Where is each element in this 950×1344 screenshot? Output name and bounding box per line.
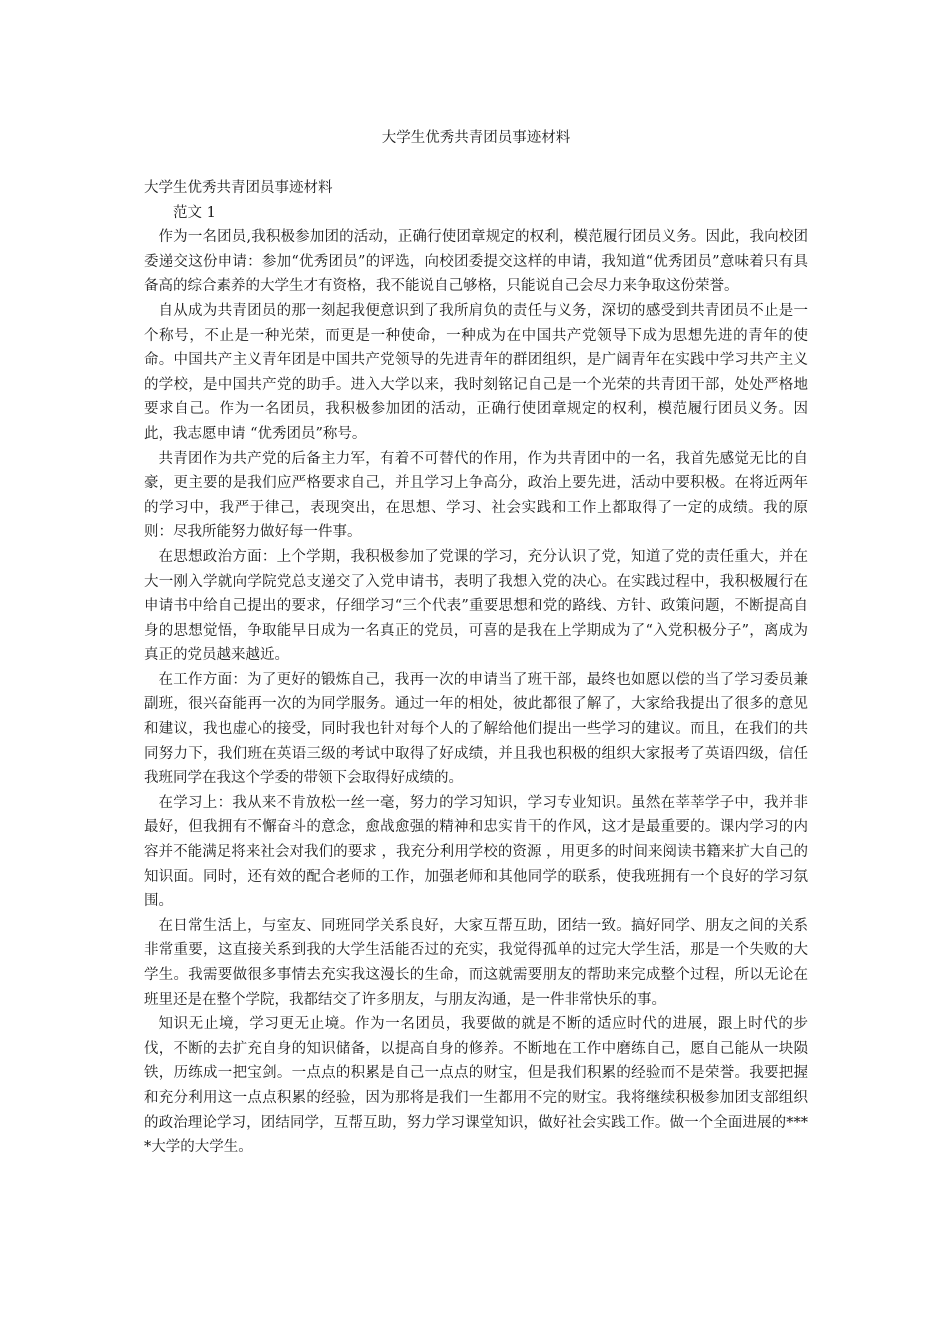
document-body — [144, 176, 808, 1160]
paragraph-5: 在工作方面：为了更好的锻炼自己，我再一次的申请当了班干部，最终也如愿以偿的当了学习委员兼副班，很兴奋能再一次的为同学服务。通过一年的相处，彼此都很了解了，大家给我提出了很多的意见和建议，我也虚心的接受，同时我也针对每个人的了解给他们提出一些学习的建议。而且，在我们的共同努力下，我们班在英语三级的考试中取得了好成绩，并且我也积极的组织大家报考了英语四级，信任我班同学在我这个学委的带领下会取得好成绩的。 — [144, 671, 808, 787]
paragraph-4: 在思想政治方面：上个学期，我积极参加了党课的学习，充分认识了党，知道了党的责任重大，并在大一刚入学就向学院党总支递交了入党申请书，表明了我想入党的决心。在实践过程中，我积极履行在申请书中给自己提出的要求，仔细学习“三个代表”重要思想和党的路线、方针、政策问题，不断提高自身的思想觉悟，争取能早日成为一名真正的党员，可喜的是我在上学期成为了“入党积极分子”，离成为真正的党员越来越近。 — [144, 548, 808, 664]
paragraph-3: 共青团作为共产党的后备主力军，有着不可替代的作用，作为共青团中的一名，我首先感觉无比的自豪，更主要的是我们应严格要求自己，并且学习上争高分，政治上要先进，活动中要积极。在将近两年的学习中，我严于律己，表现突出，在思想、学习、社会实践和工作上都取得了一定的成绩。我的原则：尽我所能努力做好每一件事。 — [144, 450, 808, 541]
paragraph-1: 作为一名团员,我积极参加团的活动，正确行使团章规定的权利，模范履行团员义务。因此，我向校团委递交这份申请：参加“优秀团员”的评选，向校团委提交这样的申请，我知道“优秀团员”意味着只有具备高的综合素养的大学生才有资格，我不能说自己够格，只能说自己会尽力来争取这份荣誉。 — [144, 229, 808, 295]
paragraph-7: 在日常生活上，与室友、同班同学关系良好，大家互帮互助，团结一致。搞好同学、朋友之间的关系非常重要，这直接关系到我的大学生活能否过的充实，我觉得孤单的过完大学生活，那是一个失败的大学生。我需要做很多事情去充实我这漫长的生命，而这就需要朋友的帮助来完成整个过程，所以无论在班里还是在整个学院，我都结交了许多朋友，与朋友沟通，是一件非常快乐的事。 — [144, 917, 808, 1008]
document-page — [144, 0, 808, 1344]
paragraph-8: 知识无止境，学习更无止境。作为一名团员，我要做的就是不断的适应时代的进展，跟上时代的步伐，不断的去扩充自身的知识储备，以提高自身的修养。不断地在工作中磨练自己，愿自己能从一块陨铁，历练成一把宝剑。一点点的积累是自己一点点的财宝，但是我们积累的经验而不是荣誉。我要把握和充分利用这一点点积累的经验，因为那将是我们一生都用不完的财宝。我将继续积极参加团支部组织的政治理论学习，团结同学，互帮互助，努力学习课堂知识，做好社会实践工作。做一个全面进展的****大学的大学生。 — [144, 1016, 808, 1156]
document-title: 大学生优秀共青团员事迹材料 — [381, 130, 571, 146]
paragraph-2: 自从成为共青团员的那一刻起我便意识到了我所肩负的责任与义务，深切的感受到共青团员不止是一个称号，不止是一种光荣，而更是一种使命，一种成为在中国共产党领导下成为思想先进的青年的使命。中国共产主义青年团是中国共产党领导的先进青年的群团组织，是广阔青年在实践中学习共产主义的学校，是中国共产党的助手。进入大学以来，我时刻铭记自己是一个光荣的共青团干部，处处严格地要求自己。作为一名团员，我积极参加团的活动，正确行使团章规定的权利，模范履行团员义务。因此，我志愿申请 “优秀团员”称号。 — [144, 302, 808, 442]
paragraph-6: 在学习上：我从来不肯放松一丝一毫，努力的学习知识，学习专业知识。虽然在莘莘学子中，我并非最好，但我拥有不懈奋斗的意念，愈战愈强的精神和忠实肯干的作风，这才是最重要的。课内学习的内容并不能满足将来社会对我们的要求 ，我充分利用学校的资源 ，用更多的时间来阅读书籍来扩大自己的知识面。同时，还有效的配合老师的工作，加强老师和其他同学的联系，使我班拥有一个良好的学习氛围。 — [144, 794, 808, 910]
document-subtitle: 大学生优秀共青团员事迹材料 — [144, 180, 333, 196]
sample-label: 范文 1 — [173, 204, 216, 221]
